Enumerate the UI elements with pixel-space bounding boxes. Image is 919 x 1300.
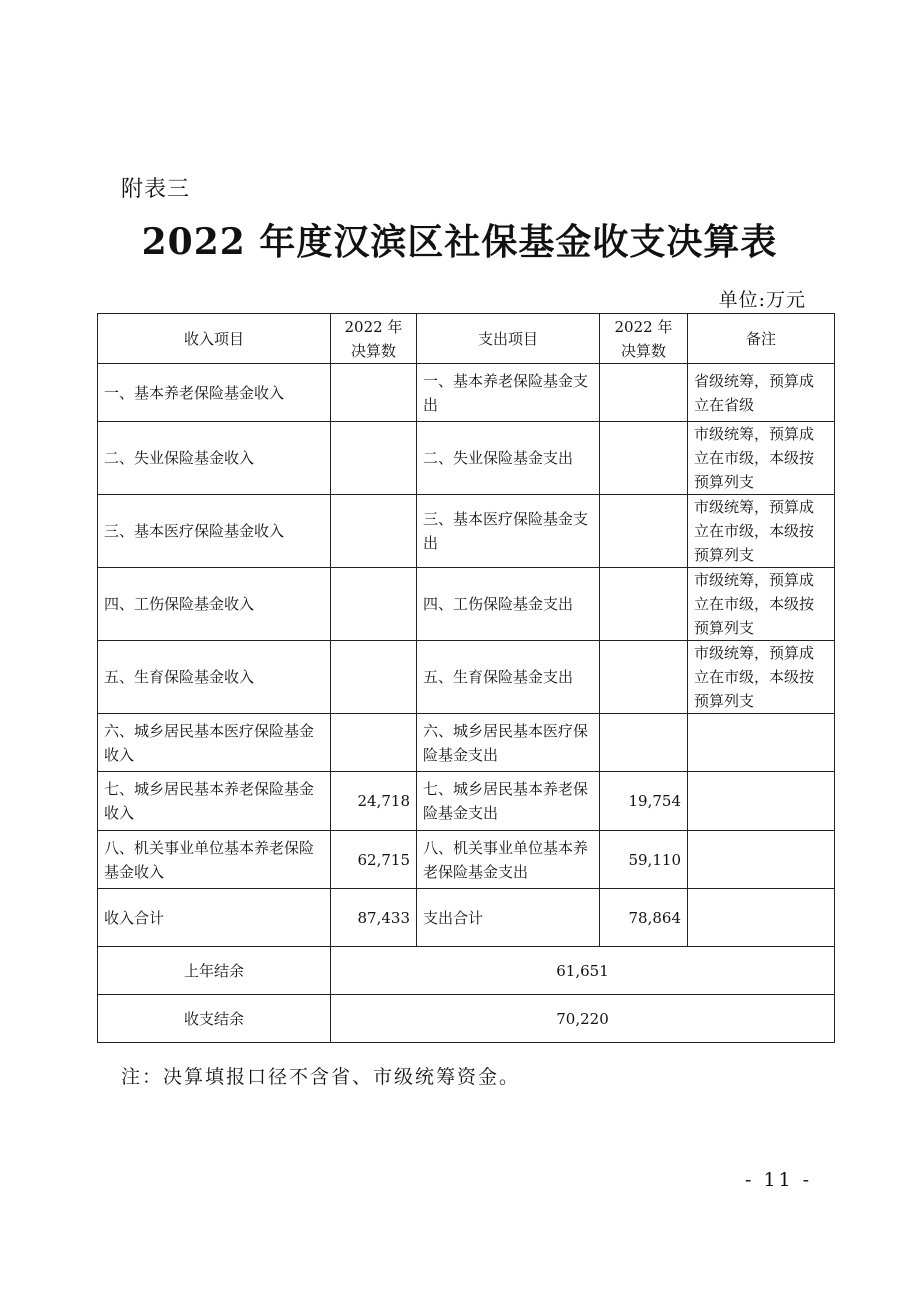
page-number: - 11 -	[745, 1169, 813, 1191]
expense-item-cell: 七、城乡居民基本养老保险基金支出	[417, 772, 600, 831]
remark-cell	[688, 889, 835, 947]
income-amount-cell: 24,718	[331, 772, 417, 831]
header-income-item: 收入项目	[98, 314, 331, 364]
income-item-cell: 五、生育保险基金收入	[98, 641, 331, 714]
header-expense-item: 支出项目	[417, 314, 600, 364]
expense-amount-cell	[600, 641, 688, 714]
income-amount-cell	[331, 495, 417, 568]
remark-cell	[688, 772, 835, 831]
header-income-amount: 2022 年 决算数	[331, 314, 417, 364]
table-row	[98, 772, 835, 831]
remark-cell: 市级统筹，预算成立在市级，本级按预算列支	[688, 568, 835, 641]
remark-cell	[688, 831, 835, 889]
income-total-value: 87,433	[331, 889, 417, 947]
income-amount-cell	[331, 364, 417, 422]
footnote: 注：决算填报口径不含省、市级统筹资金。	[121, 1066, 521, 1088]
prior-year-balance-label: 上年结余	[98, 947, 331, 995]
prior-year-balance-row	[98, 947, 835, 995]
net-balance-value: 70,220	[331, 995, 835, 1043]
income-item-cell: 二、失业保险基金收入	[98, 422, 331, 495]
expense-amount-cell	[600, 714, 688, 772]
expense-total-label: 支出合计	[417, 889, 600, 947]
remark-cell: 省级统筹，预算成立在省级	[688, 364, 835, 422]
income-amount-cell	[331, 422, 417, 495]
net-balance-row	[98, 995, 835, 1043]
expense-item-cell: 四、工伤保险基金支出	[417, 568, 600, 641]
unit-label: 单位:万元	[718, 289, 806, 311]
net-balance-label: 收支结余	[98, 995, 331, 1043]
expense-amount-cell	[600, 364, 688, 422]
budget-table	[97, 313, 835, 1043]
expense-total-value: 78,864	[600, 889, 688, 947]
income-amount-cell	[331, 714, 417, 772]
income-item-cell: 六、城乡居民基本医疗保险基金收入	[98, 714, 331, 772]
table-header-row	[98, 314, 835, 364]
prior-year-balance-value: 61,651	[331, 947, 835, 995]
appendix-label: 附表三	[121, 177, 191, 202]
expense-item-cell: 二、失业保险基金支出	[417, 422, 600, 495]
income-amount-cell	[331, 568, 417, 641]
expense-item-cell: 八、机关事业单位基本养老保险基金支出	[417, 831, 600, 889]
table-row	[98, 568, 835, 641]
expense-item-cell: 三、基本医疗保险基金支出	[417, 495, 600, 568]
table-row	[98, 422, 835, 495]
table-row	[98, 831, 835, 889]
remark-cell: 市级统筹，预算成立在市级，本级按预算列支	[688, 495, 835, 568]
expense-amount-cell	[600, 495, 688, 568]
page-title: 2022 年度汉滨区社保基金收支决算表	[141, 221, 778, 263]
expense-item-cell: 五、生育保险基金支出	[417, 641, 600, 714]
expense-amount-cell	[600, 568, 688, 641]
remark-cell	[688, 714, 835, 772]
header-remark: 备注	[688, 314, 835, 364]
income-item-cell: 一、基本养老保险基金收入	[98, 364, 331, 422]
table-row	[98, 495, 835, 568]
remark-cell: 市级统筹，预算成立在市级，本级按预算列支	[688, 422, 835, 495]
expense-amount-cell: 19,754	[600, 772, 688, 831]
income-item-cell: 七、城乡居民基本养老保险基金收入	[98, 772, 331, 831]
income-total-label: 收入合计	[98, 889, 331, 947]
table-row	[98, 714, 835, 772]
table-row-total	[98, 889, 835, 947]
expense-item-cell: 一、基本养老保险基金支出	[417, 364, 600, 422]
income-item-cell: 八、机关事业单位基本养老保险基金收入	[98, 831, 331, 889]
expense-amount-cell	[600, 422, 688, 495]
expense-item-cell: 六、城乡居民基本医疗保险基金支出	[417, 714, 600, 772]
income-amount-cell	[331, 641, 417, 714]
header-expense-amount: 2022 年 决算数	[600, 314, 688, 364]
income-item-cell: 四、工伤保险基金收入	[98, 568, 331, 641]
expense-amount-cell: 59,110	[600, 831, 688, 889]
table-row	[98, 364, 835, 422]
income-amount-cell: 62,715	[331, 831, 417, 889]
remark-cell: 市级统筹，预算成立在市级，本级按预算列支	[688, 641, 835, 714]
table-row	[98, 641, 835, 714]
income-item-cell: 三、基本医疗保险基金收入	[98, 495, 331, 568]
